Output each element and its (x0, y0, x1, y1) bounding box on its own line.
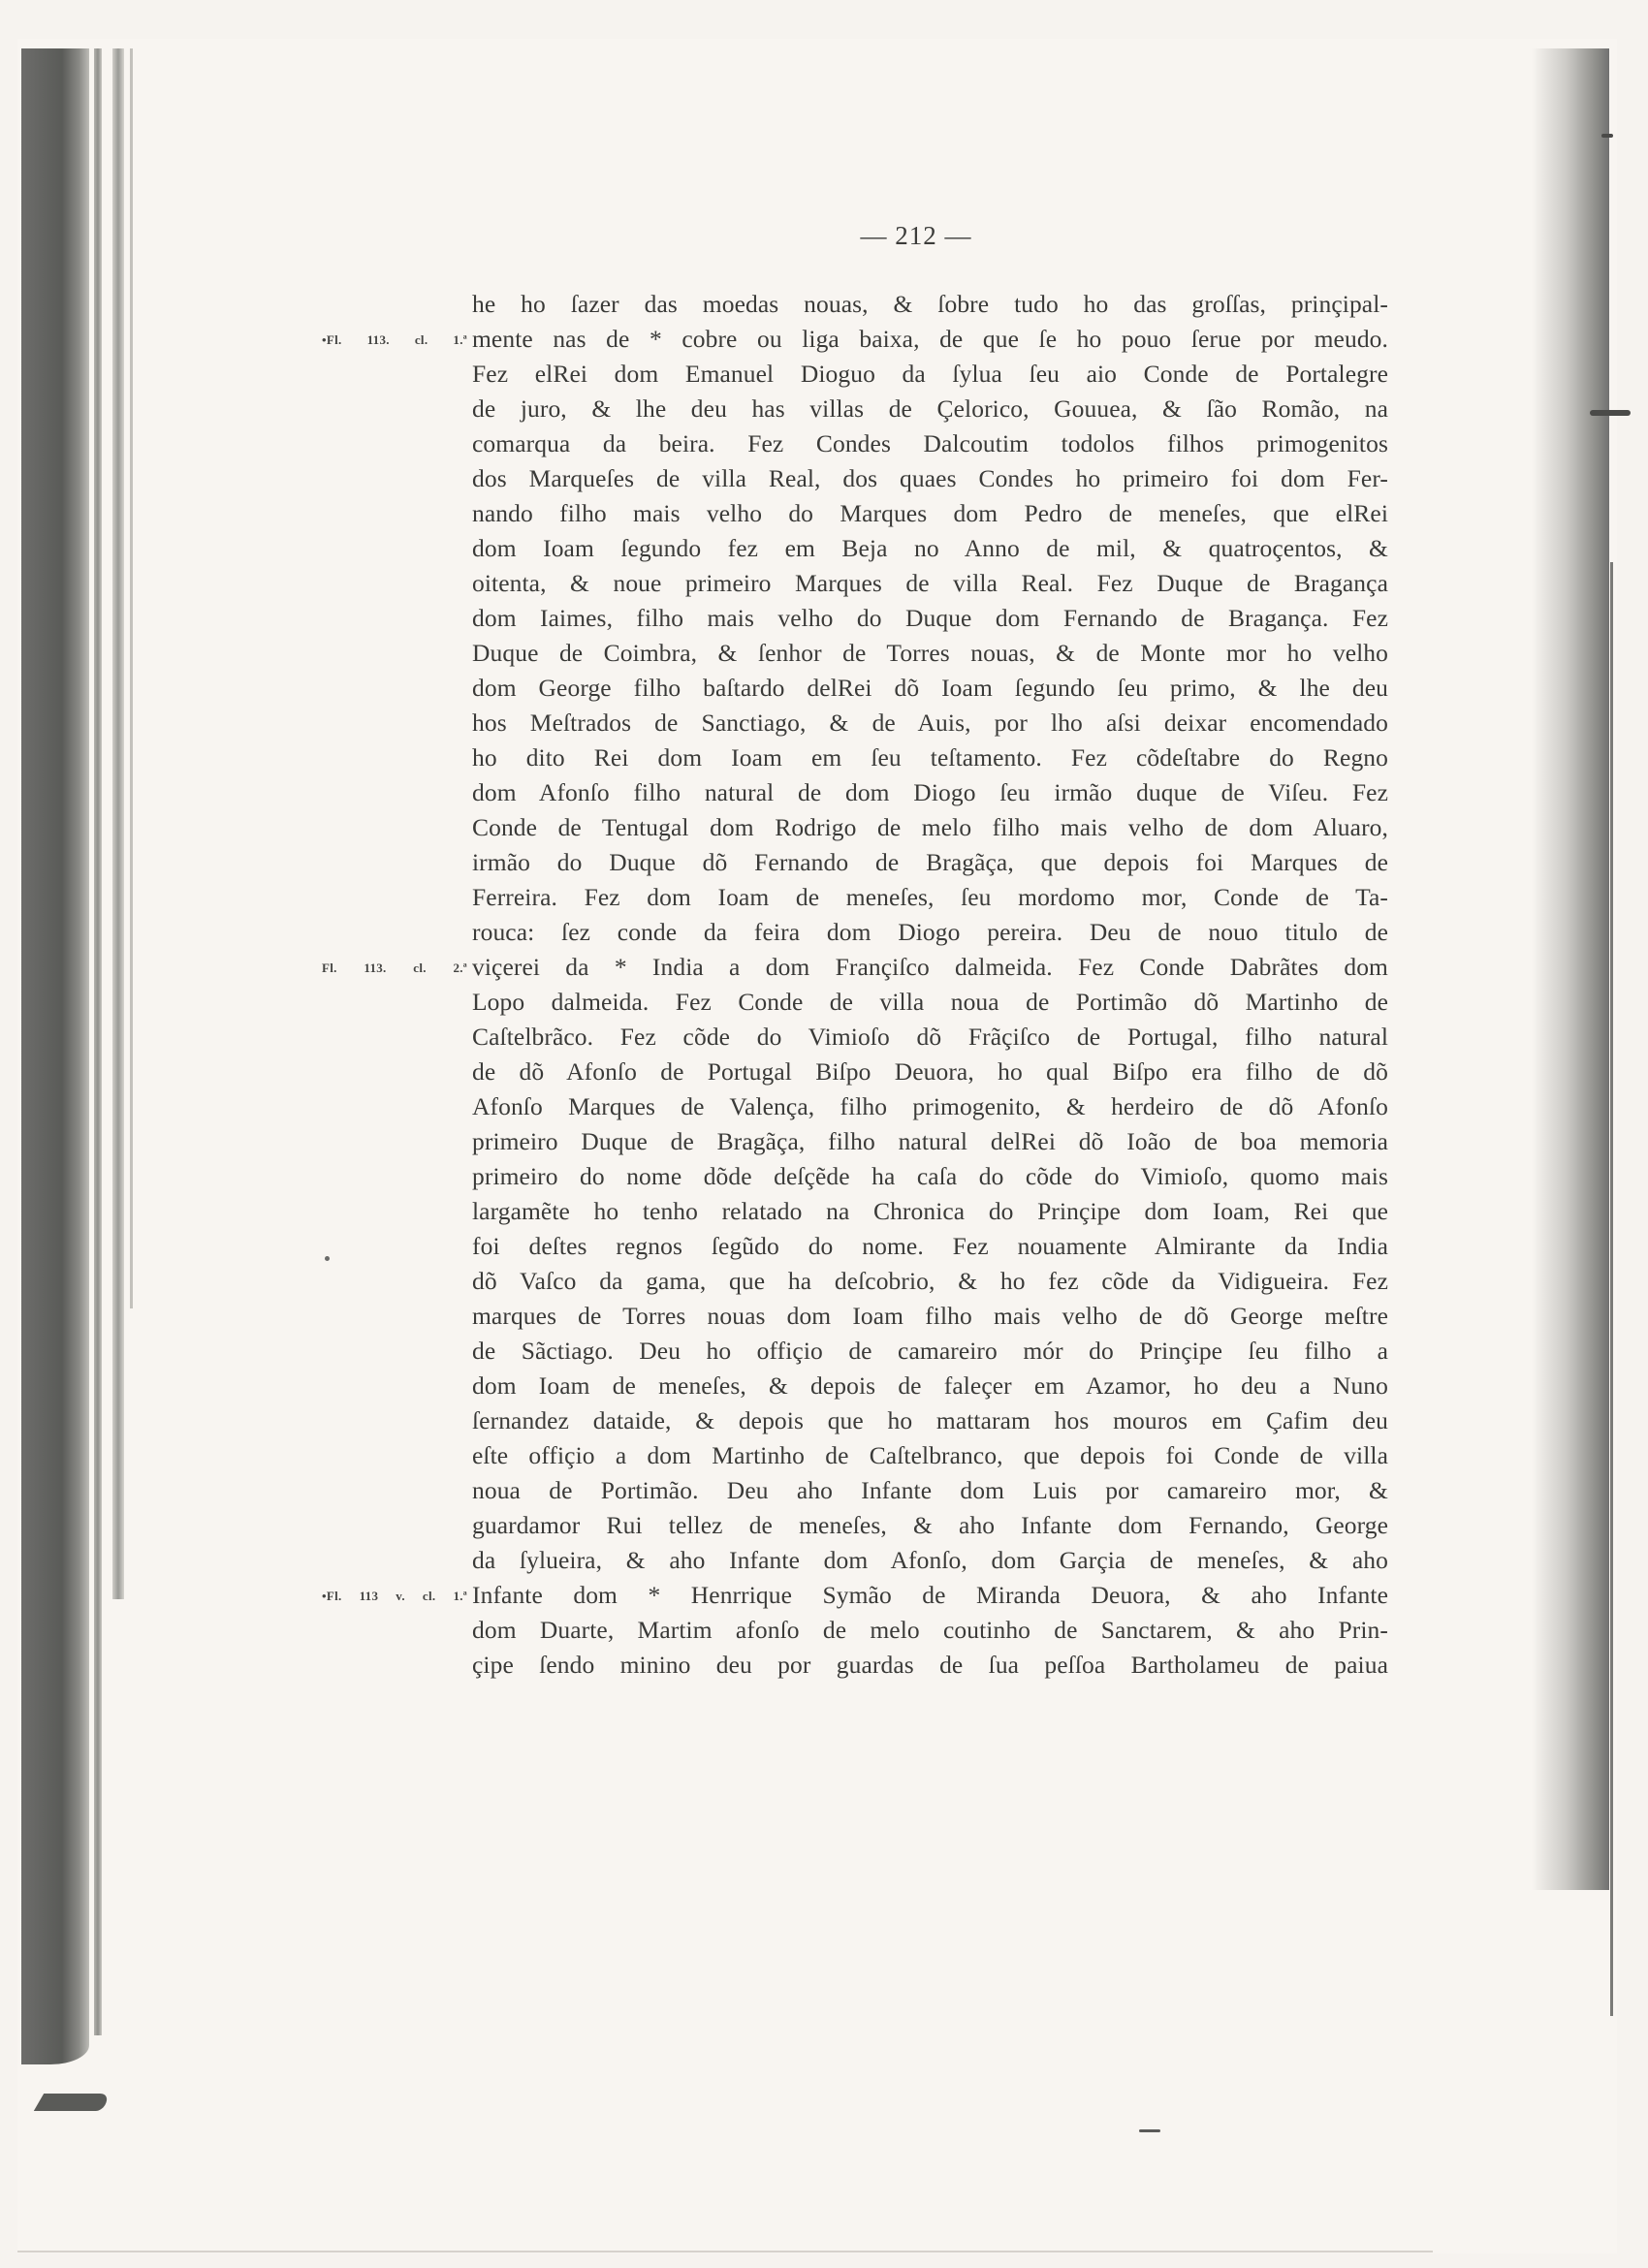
text-line: •Fl. 113. cl. 1.ª mente nas de * cobre ou liga baixa, de que ſe ho pouo ſerue por meudo. (472, 322, 1388, 357)
page-edge (17, 2251, 1433, 2252)
scan-artifact (1601, 134, 1613, 138)
text-line: foi deſtes regnos ſegũdo do nome. Fez nouamente Almirante da India (472, 1232, 1388, 1260)
text-line: Caſtelbrãco. Fez cõde do Vimioſo dõ Frãçiſco de Portugal, filho natural (472, 1023, 1388, 1051)
margin-note: •Fl. 113. cl. 1.ª (322, 332, 467, 347)
text-line: rouca: ſez conde da feira dom Diogo pereira. Deu de nouo titulo de (472, 918, 1388, 946)
text-line: ho dito Rei dom Ioam em ſeu teſtamento. Fez cõdeſtabre do Regno (472, 743, 1388, 772)
margin-note: Fl. 113. cl. 2.ª (322, 961, 467, 975)
text-line: guardamor Rui tellez de meneſes, & aho Infante dom Fernando, George (472, 1511, 1388, 1539)
text-line: primeiro Duque de Bragãça, filho natural delRei dõ Ioão de boa memoria (472, 1127, 1388, 1155)
text-line: dos Marqueſes de villa Real, dos quaes Condes ho primeiro foi dom Fer- (472, 464, 1388, 492)
text-line: largamẽte ho tenho relatado na Chronica do Prinçipe dom Ioam, Rei que (472, 1197, 1388, 1225)
binding-shadow-left (21, 48, 89, 2064)
text-line: Fl. 113. cl. 2.ª viçerei da * India a dom Françiſco dalmeida. Fez Conde Dabrãtes dom (472, 950, 1388, 985)
body-text (322, 287, 1388, 1683)
binding-shadow-right (1532, 48, 1609, 1890)
text-line: da ſylueira, & aho Infante dom Afonſo, dom Garçia de meneſes, & aho (472, 1546, 1388, 1574)
text-line: •Fl. 113 v. cl. 1.ª Infante dom * Henrrique Symão de Miranda Deuora, & aho Infante (472, 1578, 1388, 1613)
text-line: Duque de Coimbra, & ſenhor de Torres nouas, & de Monte mor ho velho (472, 639, 1388, 667)
text-line: Conde de Tentugal dom Rodrigo de melo filho mais velho de dom Aluaro, (472, 813, 1388, 841)
text-line: çipe ſendo minino deu por guardas de ſua peſſoa Bartholameu de paiua (472, 1651, 1388, 1679)
text-line: noua de Portimão. Deu aho Infante dom Luis por camareiro mor, & (472, 1476, 1388, 1504)
text-line: oitenta, & noue primeiro Marques de villa Real. Fez Duque de Bragança (472, 569, 1388, 597)
text-line: Afonſo Marques de Valença, filho primogenito, & herdeiro de dõ Afonſo (472, 1092, 1388, 1120)
text-line: de dõ Afonſo de Portugal Biſpo Deuora, ho qual Biſpo era filho de dõ (472, 1057, 1388, 1086)
text-line: comarqua da beira. Fez Condes Dalcoutim todolos filhos primogenitos (472, 429, 1388, 457)
text-line: dom Duarte, Martim afonſo de melo coutinho de Sanctarem, & aho Prin- (472, 1616, 1388, 1644)
text-line: dom Iaimes, filho mais velho do Duque dom Fernando de Bragança. Fez (472, 604, 1388, 632)
text-line: irmão do Duque dõ Fernando de Bragãça, que depois foi Marques de (472, 848, 1388, 876)
text-line: Ferreira. Fez dom Ioam de meneſes, ſeu mordomo mor, Conde de Ta- (472, 883, 1388, 911)
text-line: dõ Vaſco da gama, que ha deſcobrio, & ho fez cõde da Vidigueira. Fez (472, 1267, 1388, 1295)
text-line: Fez elRei dom Emanuel Dioguo da ſylua ſeu aio Conde de Portalegre (472, 360, 1388, 388)
text-line: he ho ſazer das moedas nouas, & ſobre tudo ho das groſſas, prinçipal- (472, 290, 1388, 318)
binding-shadow-line (112, 48, 124, 1599)
page-edge-right (1610, 562, 1613, 2016)
scan-artifact (325, 1256, 330, 1261)
text-line: eſte offiçio a dom Martinho de Caſtelbranco, que depois foi Conde de villa (472, 1441, 1388, 1469)
scan-artifact (1139, 2129, 1160, 2132)
text-line: marques de Torres nouas dom Ioam filho mais velho de dõ George meſtre (472, 1302, 1388, 1330)
binding-shadow-line (94, 48, 102, 2035)
text-line: dom George filho baſtardo delRei dõ Ioam ſegundo ſeu primo, & lhe deu (472, 674, 1388, 702)
page-number: — 212 — (860, 221, 972, 250)
scan-artifact (1590, 410, 1631, 416)
text-line: de juro, & lhe deu has villas de Çelorico, Gouuea, & ſão Romão, na (472, 394, 1388, 423)
text-line: dom Ioam ſegundo fez em Beja no Anno de mil, & quatroçentos, & (472, 534, 1388, 562)
margin-note: •Fl. 113 v. cl. 1.ª (322, 1589, 467, 1603)
text-line: ſernandez dataide, & depois que ho mattaram hos mouros em Çafim deu (472, 1406, 1388, 1434)
binding-shadow-foot (34, 2094, 111, 2111)
text-line: Lopo dalmeida. Fez Conde de villa noua de Portimão dõ Martinho de (472, 988, 1388, 1016)
text-line: nando filho mais velho do Marques dom Pedro de meneſes, que elRei (472, 499, 1388, 527)
text-line: primeiro do nome dõde deſçẽde ha caſa do cõde do Vimioſo, quomo mais (472, 1162, 1388, 1190)
text-line: hos Meſtrados de Sanctiago, & de Auis, por lho aſsi deixar encomendado (472, 709, 1388, 737)
text-line: de Sãctiago. Deu ho offiçio de camareiro mór do Prinçipe ſeu filho a (472, 1337, 1388, 1365)
text-line: dom Afonſo filho natural de dom Diogo ſeu irmão duque de Viſeu. Fez (472, 778, 1388, 806)
text-line: dom Ioam de meneſes, & depois de faleçer em Azamor, ho deu a Nuno (472, 1371, 1388, 1400)
